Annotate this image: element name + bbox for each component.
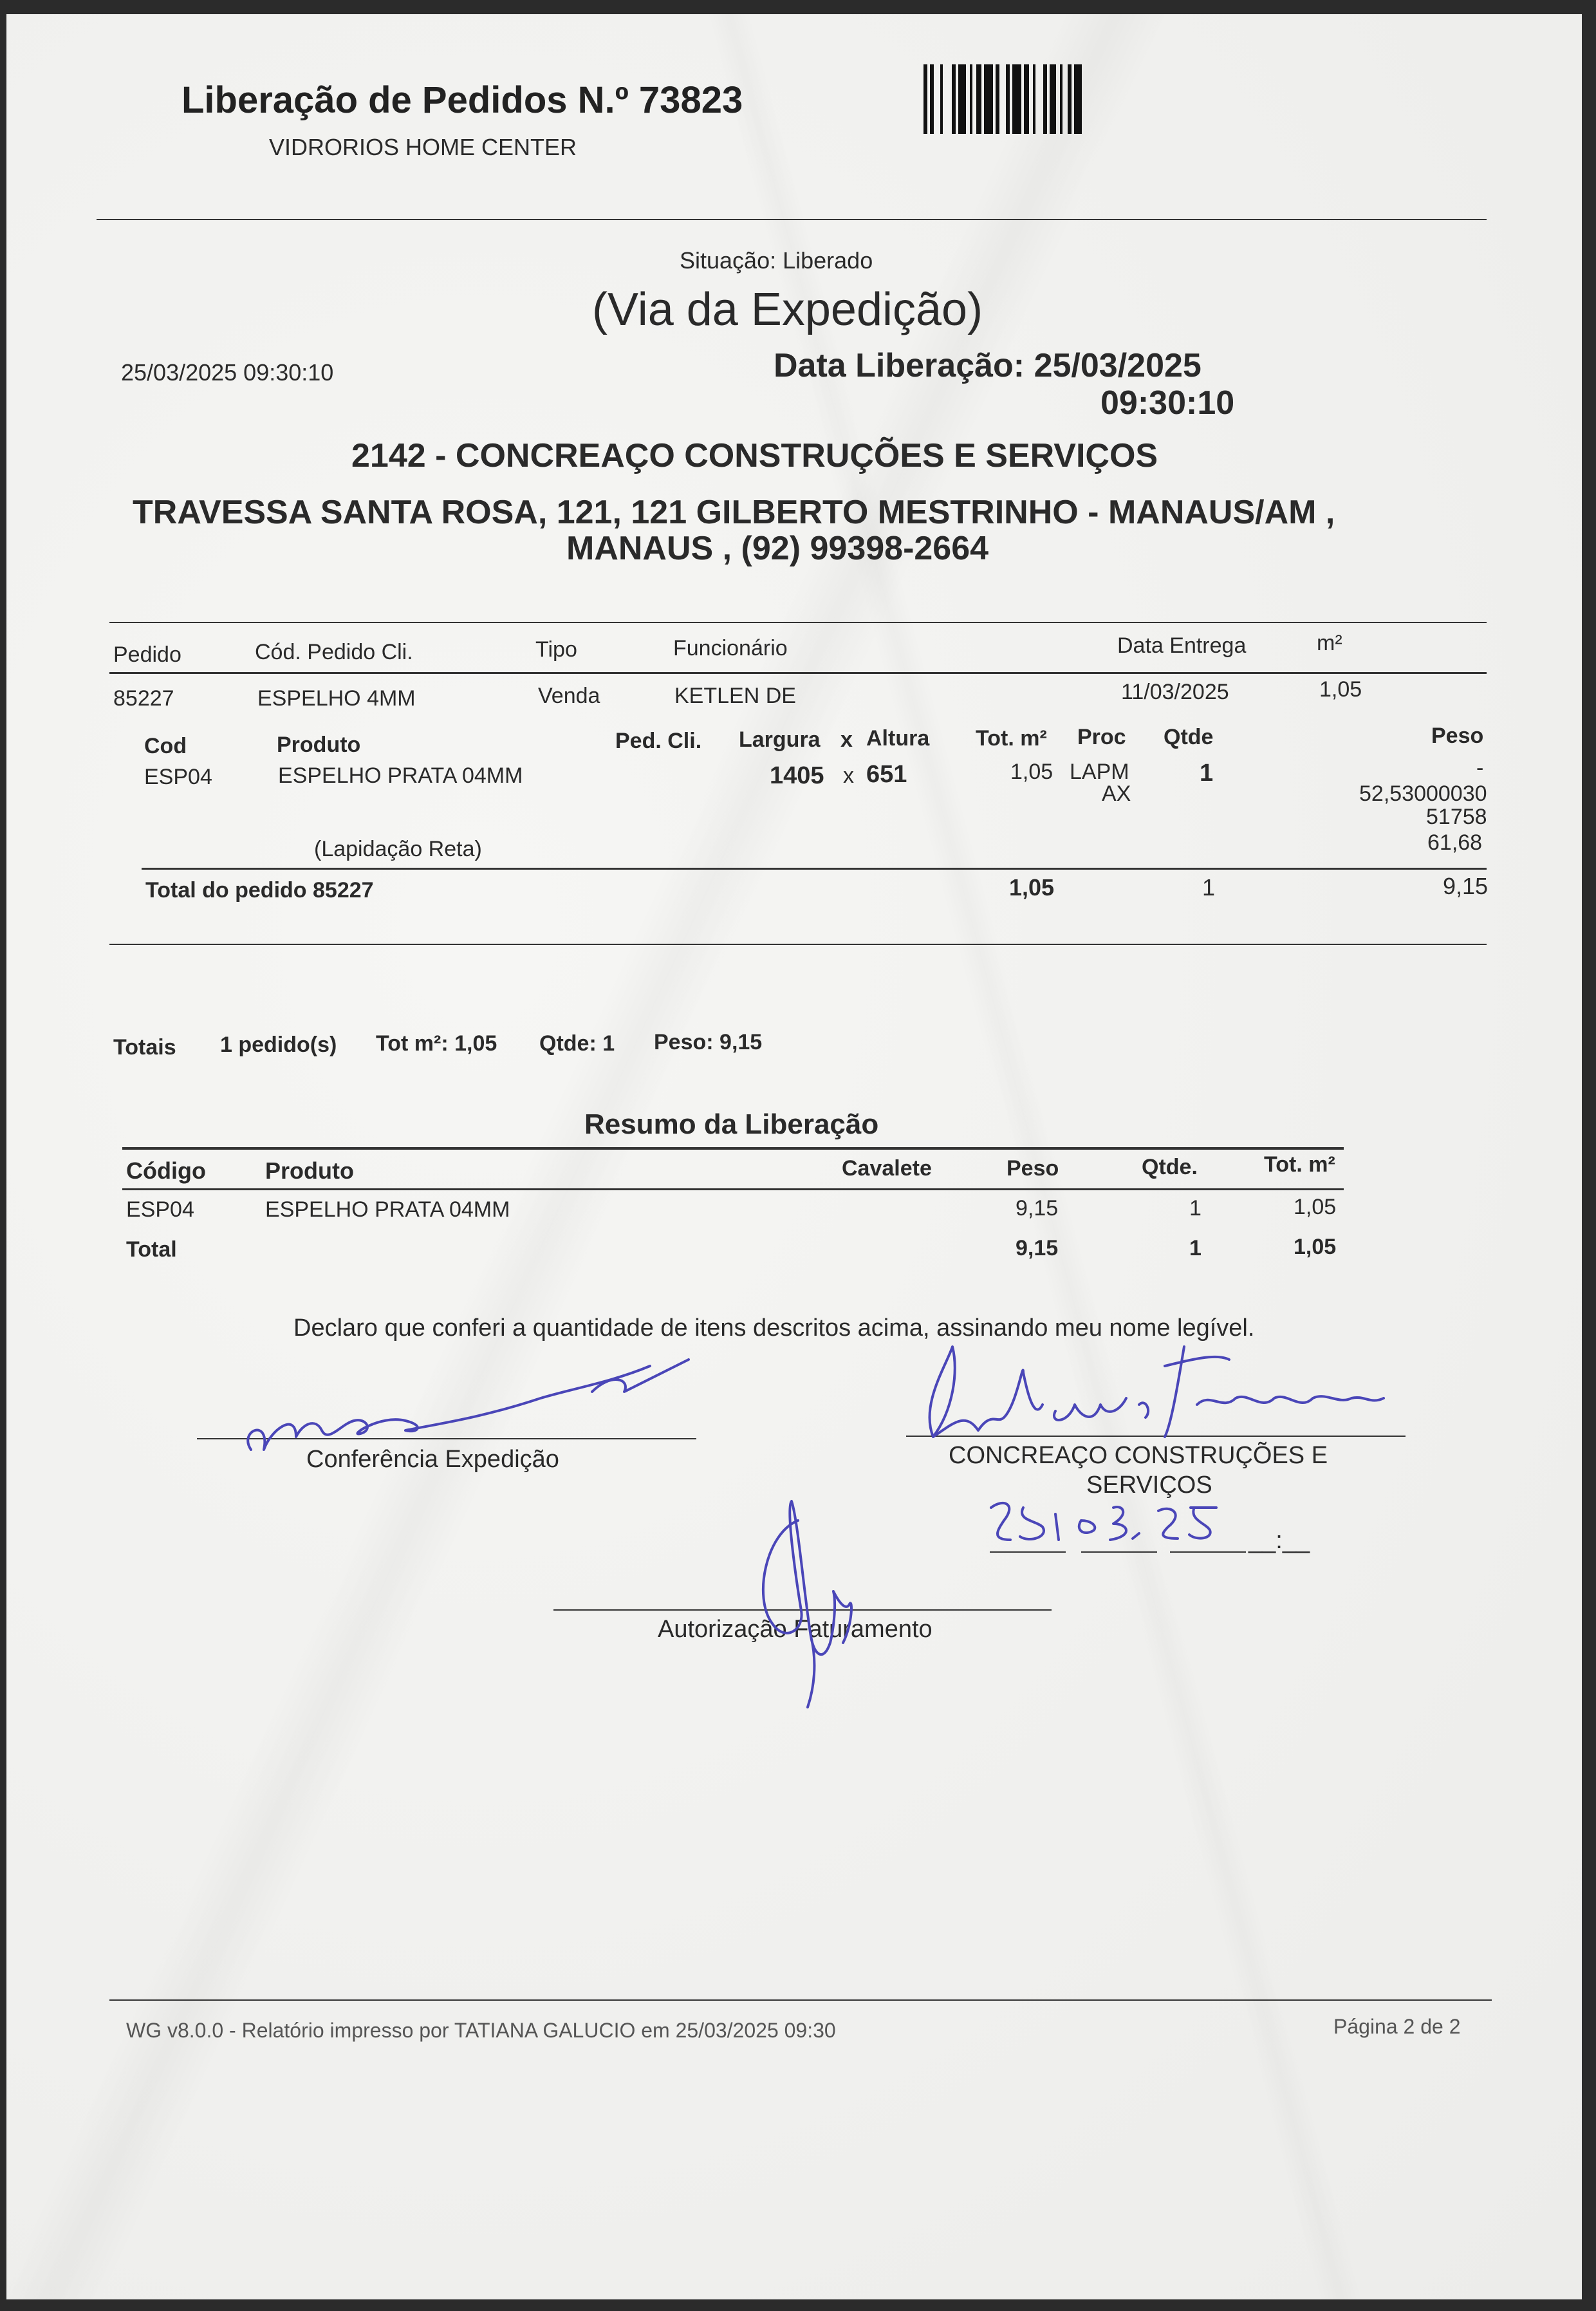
order-total-label: Total do pedido 85227 <box>145 878 374 903</box>
item-col-peso: Peso <box>1431 724 1484 748</box>
barcode-bar <box>999 64 1006 134</box>
declaration-text: Declaro que conferi a quantidade de itens descritos acima, assinando meu nome legível. <box>293 1315 1255 1342</box>
order-cod-pedido-cli: ESPELHO 4MM <box>257 686 416 711</box>
client-city-phone: MANAUS , (92) 99398-2664 <box>566 530 989 567</box>
resumo-produto: ESPELHO PRATA 04MM <box>265 1197 510 1222</box>
resumo-total-tot-m2: 1,05 <box>1294 1235 1337 1259</box>
item-col-produto: Produto <box>277 733 361 757</box>
footer-printed-by: WG v8.0.0 - Relatório impresso por TATIANA GALUCIO em 25/03/2025 09:30 <box>126 2019 836 2042</box>
item-col-qtde: Qtde <box>1164 725 1214 749</box>
totals-pedidos: 1 pedido(s) <box>220 1033 337 1057</box>
item-col-x: x <box>840 727 853 752</box>
totals-qtde: Qtde: 1 <box>539 1031 615 1056</box>
resumo-col-codigo: Código <box>126 1157 206 1184</box>
via-label: (Via da Expedição) <box>592 284 983 335</box>
order-header-divider <box>109 672 1487 674</box>
totals-m2: Tot m²: 1,05 <box>376 1031 497 1056</box>
order-table-bottom <box>109 944 1487 945</box>
resumo-peso: 9,15 <box>1016 1196 1059 1221</box>
document-page <box>6 14 1582 2299</box>
item-col-proc: Proc <box>1077 725 1126 749</box>
col-cod-pedido-cli: Cód. Pedido Cli. <box>255 640 413 664</box>
time-field: __:__ <box>1248 1527 1310 1554</box>
barcode-bar <box>943 64 952 134</box>
item-proc-2: AX <box>1102 781 1131 806</box>
resumo-top <box>122 1147 1344 1150</box>
order-total-peso: 9,15 <box>1443 873 1489 899</box>
col-funcionario: Funcionário <box>673 636 788 660</box>
item-proc-1: LAPM <box>1070 760 1129 784</box>
resumo-col-tot-m2: Tot. m² <box>1264 1152 1335 1177</box>
barcode-bar <box>1062 64 1068 134</box>
item-peso-1: 52,53000030 <box>1359 781 1487 806</box>
resumo-col-cavalete: Cavalete <box>842 1156 932 1181</box>
item-tot-m2: 1,05 <box>1010 760 1053 784</box>
item-note: (Lapidação Reta) <box>314 837 482 861</box>
barcode-bar <box>1012 64 1021 134</box>
order-pedido: 85227 <box>113 686 174 711</box>
barcode <box>923 64 1168 134</box>
conferencia-signature <box>212 1353 701 1463</box>
barcode-bar <box>1050 64 1056 134</box>
resumo-title: Resumo da Liberação <box>584 1109 879 1140</box>
order-total-qtde: 1 <box>1202 874 1216 901</box>
resumo-qtde: 1 <box>1189 1196 1202 1221</box>
barcode-bar <box>1035 64 1043 134</box>
status-text: Situação: Liberado <box>680 247 873 274</box>
col-pedido: Pedido <box>113 642 181 667</box>
item-x: x <box>843 763 854 788</box>
item-cod: ESP04 <box>144 765 212 789</box>
barcode-bar <box>976 64 981 134</box>
item-largura: 1405 <box>770 762 824 789</box>
client-sign-name-2: SERVIÇOS <box>1086 1472 1212 1499</box>
barcode-bar <box>934 64 940 134</box>
client-signature <box>907 1334 1396 1450</box>
barcode-bar <box>984 64 993 134</box>
order-table-top <box>109 622 1487 623</box>
item-col-largura: Largura <box>739 727 821 752</box>
totals-peso: Peso: 9,15 <box>654 1030 763 1054</box>
barcode-bar <box>958 64 966 134</box>
order-funcionario: KETLEN DE <box>674 684 796 708</box>
item-total-divider <box>142 868 1487 870</box>
barcode-bar <box>1024 64 1029 134</box>
client-address: TRAVESSA SANTA ROSA, 121, 121 GILBERTO MESTRINHO - MANAUS/AM , <box>133 494 1335 531</box>
resumo-tot-m2: 1,05 <box>1294 1195 1337 1219</box>
item-produto: ESPELHO PRATA 04MM <box>278 763 523 788</box>
handwritten-date <box>985 1495 1255 1553</box>
footer-page-number: Página 2 de 2 <box>1333 2015 1461 2038</box>
order-total-m2: 1,05 <box>1009 874 1055 901</box>
autorizacao-signature <box>727 1495 869 1714</box>
print-timestamp: 25/03/2025 09:30:10 <box>121 359 334 386</box>
resumo-col-produto: Produto <box>265 1157 354 1184</box>
order-data-entrega: 11/03/2025 <box>1121 680 1229 704</box>
client-sign-name-1: CONCREAÇO CONSTRUÇÕES E <box>949 1442 1328 1469</box>
conferencia-label: Conferência Expedição <box>306 1446 559 1473</box>
item-col-ped-cli: Ped. Cli. <box>615 729 702 753</box>
barcode-bar <box>1082 64 1084 134</box>
company-name: VIDRORIOS HOME CENTER <box>269 134 577 160</box>
release-time: 09:30:10 <box>1100 384 1235 422</box>
client-name: 2142 - CONCREAÇO CONSTRUÇÕES E SERVIÇOS <box>351 437 1158 474</box>
resumo-total-peso: 9,15 <box>1016 1236 1059 1260</box>
item-peso-dash: - <box>1476 756 1484 780</box>
barcode-bar <box>1074 64 1082 134</box>
resumo-col-peso: Peso <box>1007 1156 1059 1181</box>
item-altura: 651 <box>866 761 907 788</box>
item-col-altura: Altura <box>866 726 930 751</box>
resumo-codigo: ESP04 <box>126 1197 194 1222</box>
resumo-total-qtde: 1 <box>1189 1236 1202 1260</box>
col-m2: m² <box>1317 631 1342 655</box>
item-col-cod: Cod <box>144 734 187 758</box>
document-title: Liberação de Pedidos N.º 73823 <box>181 79 743 121</box>
autorizacao-label: Autorização Faturamento <box>658 1616 933 1643</box>
resumo-col-qtde: Qtde. <box>1142 1155 1198 1179</box>
totals-label: Totais <box>113 1035 176 1060</box>
order-tipo: Venda <box>538 684 600 708</box>
resumo-header-divider <box>122 1188 1344 1190</box>
col-data-entrega: Data Entrega <box>1117 633 1247 658</box>
order-m2: 1,05 <box>1319 677 1362 702</box>
item-peso-2: 51758 <box>1426 805 1487 829</box>
item-col-tot-m2: Tot. m² <box>976 726 1047 751</box>
resumo-total-label: Total <box>126 1237 177 1262</box>
header-divider <box>97 219 1487 220</box>
item-qtde: 1 <box>1200 760 1214 787</box>
footer-divider <box>109 1999 1492 2001</box>
col-tipo: Tipo <box>535 637 577 662</box>
item-peso-3: 61,68 <box>1427 830 1483 855</box>
release-date: Data Liberação: 25/03/2025 <box>774 347 1202 384</box>
